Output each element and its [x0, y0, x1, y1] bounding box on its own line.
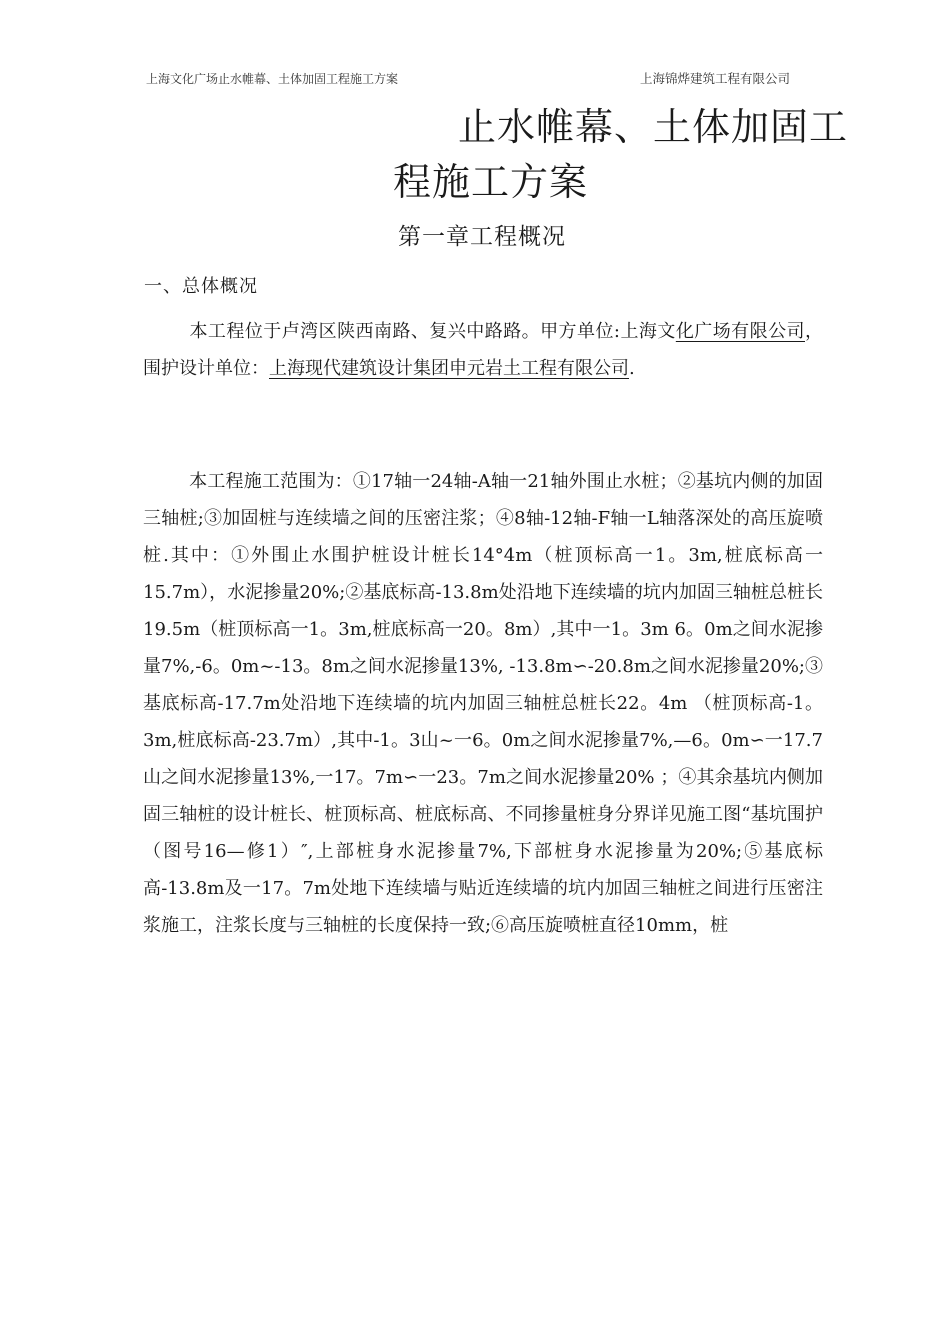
section-heading: 一、总体概况 [144, 276, 258, 297]
overview-text-e: . [629, 358, 635, 379]
overview-text-c: ，围护设计单位： [143, 321, 823, 379]
page-header-right: 上海锦烨建筑工程有限公司 [640, 71, 791, 86]
scope-text: 本工程施工范围为：①17轴一24轴-A轴一21轴外围止水桩；②基坑内侧的加固三轴桩;③加固桩与连续墙之间的压密注浆；④8轴-12轴-F轴一L轴落深处的高压旋喷桩.其中：①外围止水围护桩设计桩长14°4m（桩顶标高一1。3m,桩底标高一15.7m），水泥掺量20%;②基底标高-13.8m处沿地下连续墙的坑内加固三轴桩总桩长19.5m（桩顶标高一1。3m,桩底标高一20。8m）,其中一1。3m 6。0m之间水泥掺量7%,-6。0m~-13。8m之间水泥掺量13%, -13.8m∽-20.8m之间水泥掺量20%;③基底标高-17.7m处沿地下连续墙的坑内加固三轴桩总桩长22。4m （桩顶标高-1。3m,桩底标高-23.7m）,其中-1。3山~一6。0m之间水泥掺量7%,—6。0m∽一17.7山之间水泥掺量13%,一17。7m∽一23。7m之间水泥掺量20% ；④其余基坑内侧加固三轴桩的设计桩长、桩顶标高、桩底标高、不同掺量桩身分界详见施工图“基坑围护（图号16—修1）″,上部桩身水泥掺量7%,下部桩身水泥掺量为20%;⑤基底标高-13.8m及一17。7m处地下连续墙与贴近连续墙的坑内加固三轴桩之间进行压密注浆施工，注浆长度与三轴桩的长度保持一致;⑥高压旋喷桩直径10mm，桩 [143, 471, 823, 936]
chapter-heading: 第一章工程概况 [398, 224, 566, 250]
client-name-underlined: 化广场有限公司 [675, 321, 805, 342]
designer-name-underlined: 上海现代建筑设计集团申元岩土工程有限公司 [269, 358, 629, 379]
paragraph-overview [143, 313, 823, 387]
page-header-left: 上海文化广场止水帷幕、土体加固工程施工方案 [146, 72, 399, 86]
overview-text-a: 本工程位于卢湾区陕西南路、复兴中路路。甲方单位:上海文 [189, 321, 676, 342]
paragraph-scope [143, 463, 823, 944]
document-title-line-2: 程施工方案 [393, 160, 589, 204]
document-title-line-1: 止水帷幕、土体加固工 [458, 105, 849, 149]
